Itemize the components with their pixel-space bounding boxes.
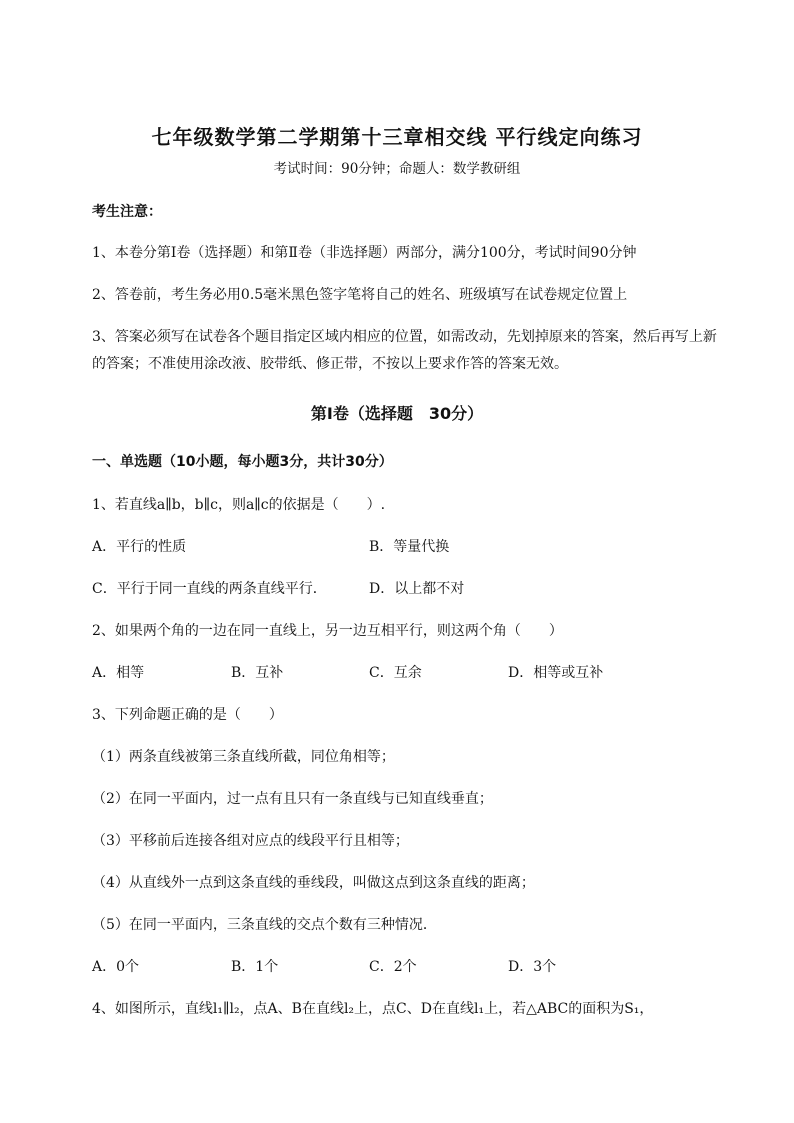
notice-item: 3、答案必须写在试卷各个题目指定区域内相应的位置，如需改动，先划掉原来的答案，然后再写上新 [92,329,717,345]
page-title: 七年级数学第二学期第十三章相交线 平行线定向练习 [151,125,643,149]
page-subtitle: 考试时间：90分钟；命题人：数学教研组 [273,161,521,177]
notice-item: 1、本卷分第I卷（选择题）和第Ⅱ卷（非选择题）两部分，满分100分，考试时间90分钟 [92,245,637,261]
option-a: A．相等 [92,665,145,681]
part-title: 一、单选题（10小题，每小题3分，共计30分） [92,454,393,470]
section-title: 第I卷（选择题 30分） [310,404,484,423]
question-statement: （4）从直线外一点到这条直线的垂线段，叫做这点到这条直线的距离； [92,875,535,891]
option-a: A．0个 [92,959,140,975]
option-d: D．3个 [508,959,557,975]
question-statement: （5）在同一平面内，三条直线的交点个数有三种情况． [92,917,437,933]
option-d: D．以上都不对 [369,581,465,597]
notice-heading: 考生注意： [92,204,162,220]
question-stem: 4、如图所示，直线l₁∥l₂，点A、B在直线l₂上，点C、D在直线l₁上，若△ABC的面积为S₁， [92,1001,654,1017]
notice-item: 的答案；不准使用涂改液、胶带纸、修正带，不按以上要求作答的答案无效。 [92,356,568,372]
option-d: D．相等或互补 [508,665,604,681]
question-stem: 2、如果两个角的一边在同一直线上，另一边互相平行，则这两个角（ ） [92,623,563,639]
question-stem: 3、下列命题正确的是（ ） [92,707,283,723]
option-c: C．2个 [369,959,417,975]
notice-item: 2、答卷前，考生务必用0.5毫米黑色签字笔将自己的姓名、班级填写在试卷规定位置上 [92,287,628,303]
option-b: B．等量代换 [369,539,450,555]
question-statement: （2）在同一平面内，过一点有且只有一条直线与已知直线垂直； [92,791,493,807]
option-b: B．1个 [231,959,279,975]
option-b: B．互补 [231,665,284,681]
question-stem: 1、若直线a∥b，b∥c，则a∥c的依据是（ ）. [92,497,386,513]
question-statement: （1）两条直线被第三条直线所截，同位角相等； [92,749,395,765]
option-c: C．互余 [369,665,422,681]
option-c: C．平行于同一直线的两条直线平行． [92,581,327,597]
question-statement: （3）平移前后连接各组对应点的线段平行且相等； [92,833,409,849]
option-a: A．平行的性质 [92,539,187,555]
